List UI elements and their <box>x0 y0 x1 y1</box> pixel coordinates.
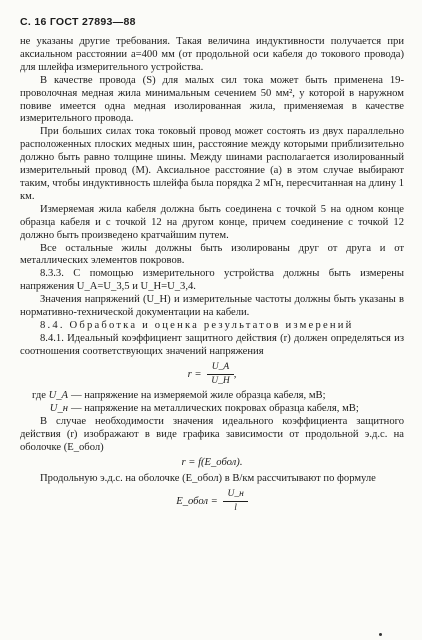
paragraph-11: Продольную э.д.с. на оболочке (E_обол) в В/км рассчитывают по формуле <box>40 472 376 484</box>
formula-e-denominator: l <box>234 502 237 513</box>
paragraph-4: Измеряемая жила кабеля должна быть соединена с точкой 5 на одном конце образца кабеля и с точкой 12 на другом конце, причем соединение с точкой 12 должно быть произведено кратчайшим путем. <box>20 203 404 241</box>
section-heading: 8.4. Обработка и оценка результатов измерений <box>40 319 354 331</box>
paragraph-5: Все остальные жилы должны быть изолированы друг от друга и от металлических элементов покровов. <box>20 242 404 267</box>
paragraph-9: 8.4.1. Идеальный коэффициент защитного действия (r) должен определяться из соотношения соответствующих значений напряжения <box>20 332 404 357</box>
paragraph-1: не указаны другие требования. Такая величина индуктивности получается при аксиальном расстоянии a=400 мм (от продольной оси кабеля до токового провода) для шлейфа измерительного устройства. <box>20 36 404 73</box>
formula-r-tail: , <box>233 368 237 380</box>
paragraph-7: Значения напряжений (U_Н) и измерительные частоты должны быть указаны в нормативно-технической документации на кабели. <box>20 294 404 319</box>
formula-r <box>20 361 404 388</box>
paragraph-6: 8.3.3. С помощью измерительного устройства должны быть измерены напряжения U_A=U_3,5 и U_Н=U_3,4. <box>20 268 404 293</box>
paragraph-3: При больших силах тока токовый провод может состоять из двух параллельно расположенных плоских медных шин, расстояние между которыми приблизительно должно быть равно толщине шины. Между шинами располагается изолированный измерительный провод (M). Аксиальное расстояние (a) в этом случае выбирают таким, чтобы индуктивность шлейфа была порядка 2 мГн, пересчитанная на длину 1 км. <box>20 126 404 202</box>
formula-e <box>20 488 404 515</box>
paragraph-10: В случае необходимости значения идеального коэффициента защитного действия (r) изображают в виде графика зависимости от продольной э.д.с. на оболочке (E_обол) <box>20 416 404 454</box>
formula-r-denominator: U_Н <box>211 375 230 386</box>
where-text-ua: — напряжение на измеряемой жиле образца кабеля, мВ; <box>71 390 326 402</box>
where-row-ua <box>20 390 404 403</box>
where-block <box>20 390 404 416</box>
page-header: С. 16 ГОСТ 27893—88 <box>20 16 136 28</box>
where-text-un: — напряжение на металлических покровах образца кабеля, мВ; <box>71 403 359 415</box>
where-row-un <box>20 403 404 416</box>
formula-rf: r = f(E_обол). <box>181 457 243 468</box>
paragraph-2: В качестве провода (S) для малых сил тока может быть применена 19-проволочная медная жила минимальным сечением 50 мм², у которой в наружном повиве имеется одна медная изолированная жила, применяемая в качестве измерительного провода. <box>20 74 404 125</box>
formula-r-numerator: U_A <box>207 361 233 375</box>
formula-r-lhs: r = <box>187 368 202 380</box>
page-dot-mark <box>379 633 382 636</box>
formula-e-numerator: U_н <box>223 488 247 502</box>
formula-e-lhs: E_обол = <box>176 495 218 507</box>
formula-e-fraction <box>223 488 247 515</box>
where-symbol-un: U_н <box>49 403 68 415</box>
where-symbol-ua: где U_A <box>32 390 68 402</box>
document-body <box>20 36 404 518</box>
formula-r-fraction <box>207 361 233 388</box>
